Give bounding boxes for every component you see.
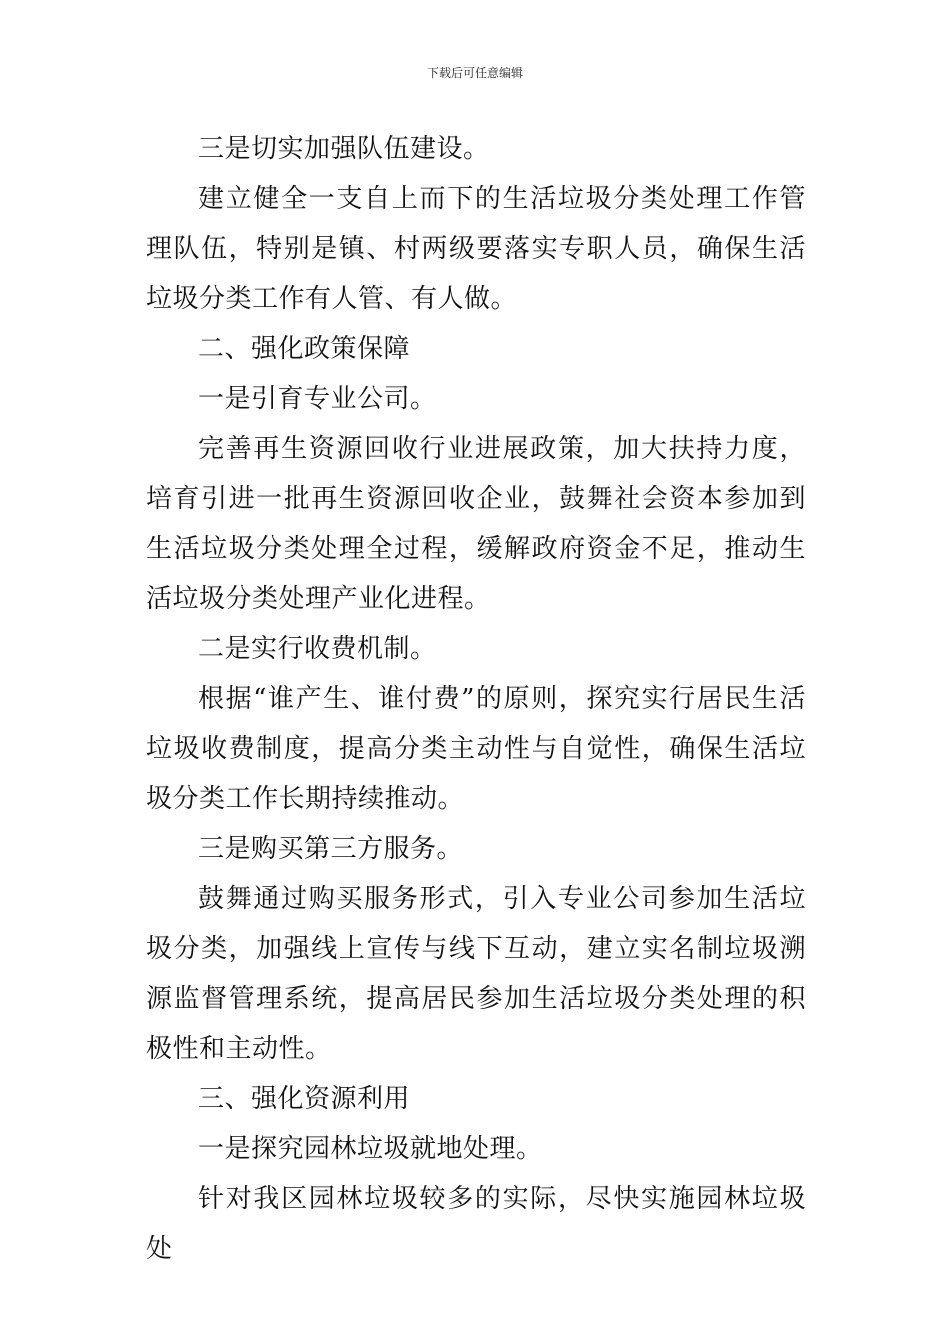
section-heading: 二、强化政策保障 [198,334,411,364]
page-header: 下载后可任意编辑 [426,66,523,80]
paragraph: 完善再生资源回收行业进展政策，加大扶持力度，培育引进一批再生资源回收企业，鼓舞社会资本参加到生活垃圾分类处理全过程，缓解政府资金不足，推动生活垃圾分类处理产业化进程。 [146,434,806,614]
paragraph: 建立健全一支自上而下的生活垃圾分类处理工作管理队伍，特别是镇、村两级要落实专职人员，确保生活垃圾分类工作有人管、有人做。 [146,184,806,314]
paragraph: 鼓舞通过购买服务形式，引入专业公司参加生活垃圾分类，加强线上宣传与线下互动，建立实名制垃圾溯源监督管理系统，提高居民参加生活垃圾分类处理的积极性和主动性。 [146,884,806,1064]
paragraph: 一是引育专业公司。 [198,384,437,414]
paragraph: 三是切实加强队伍建设。 [198,134,490,164]
document-body [146,124,806,1274]
section-heading: 三、强化资源利用 [198,1084,411,1114]
paragraph: 根据“谁产生、谁付费”的原则，探究实行居民生活垃圾收费制度，提高分类主动性与自觉性，确保生活垃圾分类工作长期持续推动。 [146,684,806,814]
paragraph: 二是实行收费机制。 [198,634,437,664]
paragraph: 针对我区园林垃圾较多的实际，尽快实施园林垃圾处 [146,1184,806,1264]
paragraph: 一是探究园林垃圾就地处理。 [198,1134,543,1164]
paragraph: 三是购买第三方服务。 [198,834,464,864]
